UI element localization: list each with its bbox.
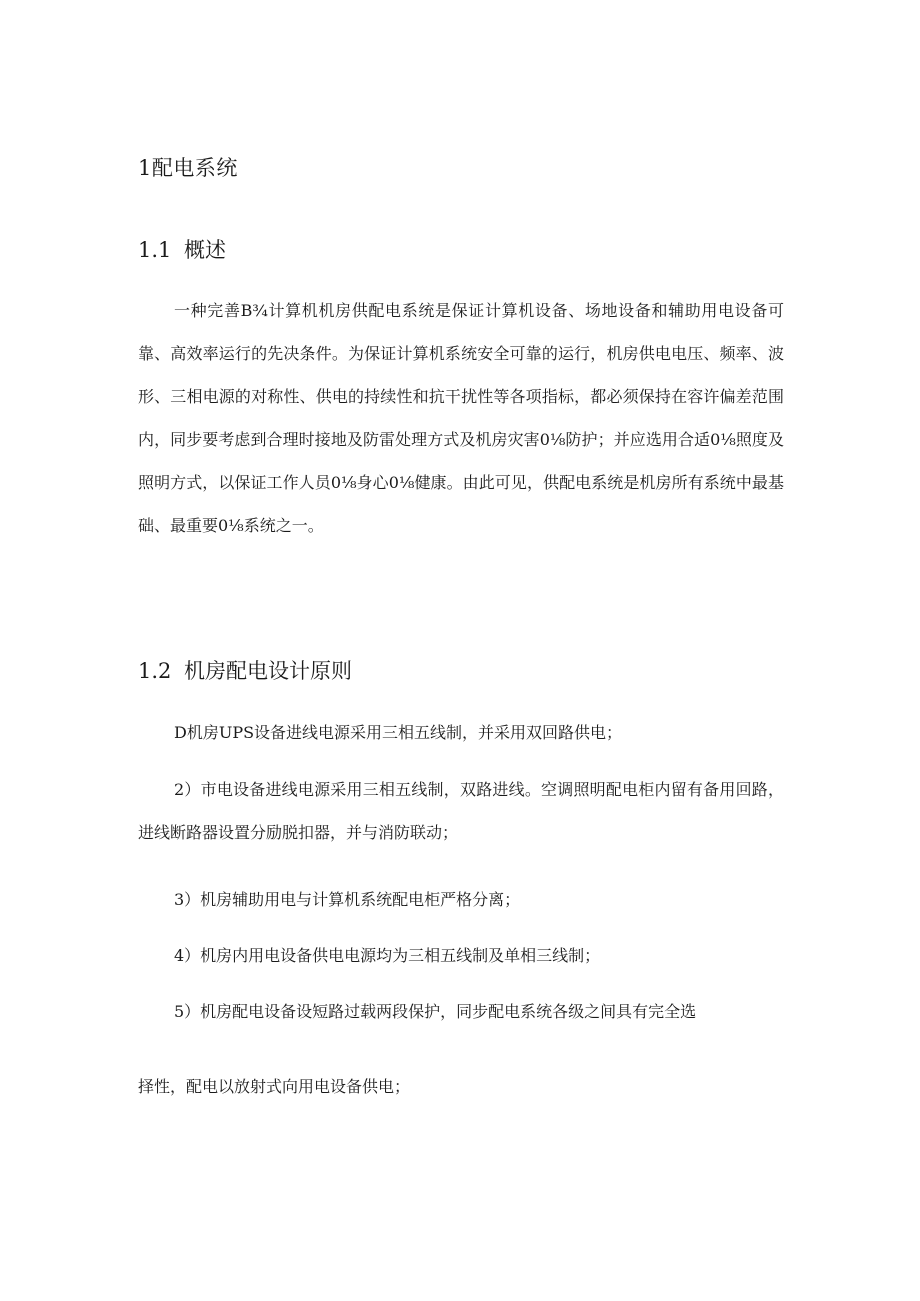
section-1-1-title: 概述 [184, 238, 226, 262]
section-1-2-number: 1.2 [138, 659, 172, 683]
principle-item-4: 4）机房内用电设备供电电源均为三相五线制及单相三线制； [174, 946, 601, 965]
section-1-2-title: 机房配电设计原则 [184, 659, 352, 683]
principle-item-3: 3）机房辅助用电与计算机系统配电柜严格分离； [174, 890, 521, 909]
principle-item-2: 2）市电设备进线电源采用三相五线制，双路进线。空调照明配电柜内留有备用回路，进线断路器设置分励脱扣器，并与消防联动； [138, 780, 784, 842]
section-1-2-heading [138, 655, 352, 687]
section-1-heading: 1配电系统 [138, 156, 238, 180]
overview-paragraph: 一种完善B¾计算机机房供配电系统是保证计算机设备、场地设备和辅助用电设备可靠、高效率运行的先决条件。为保证计算机系统安全可靠的运行，机房供电电压、频率、波形、三相电源的对称性、供电的持续性和抗干扰性等各项指标，都必须保持在容许偏差范围内，同步要考虑到合理时接地及防雷处理方式及机房灾害0⅛防护；并应选用合适0⅛照度及照明方式，以保证工作人员0⅛身心0⅛健康。由此可见，供配电系统是机房所有系统中最基础、最重要0⅛系统之一。 [138, 301, 784, 535]
section-1-1-heading [138, 234, 226, 266]
principle-item-5: 5）机房配电设备设短路过载两段保护，同步配电系统各级之间具有完全选 [174, 1002, 697, 1021]
principle-item-5-continued: 择性，配电以放射式向用电设备供电； [138, 1077, 411, 1096]
principle-item-1: D机房UPS设备进线电源采用三相五线制，并采用双回路供电； [174, 723, 623, 742]
section-1-1-number: 1.1 [138, 238, 172, 262]
